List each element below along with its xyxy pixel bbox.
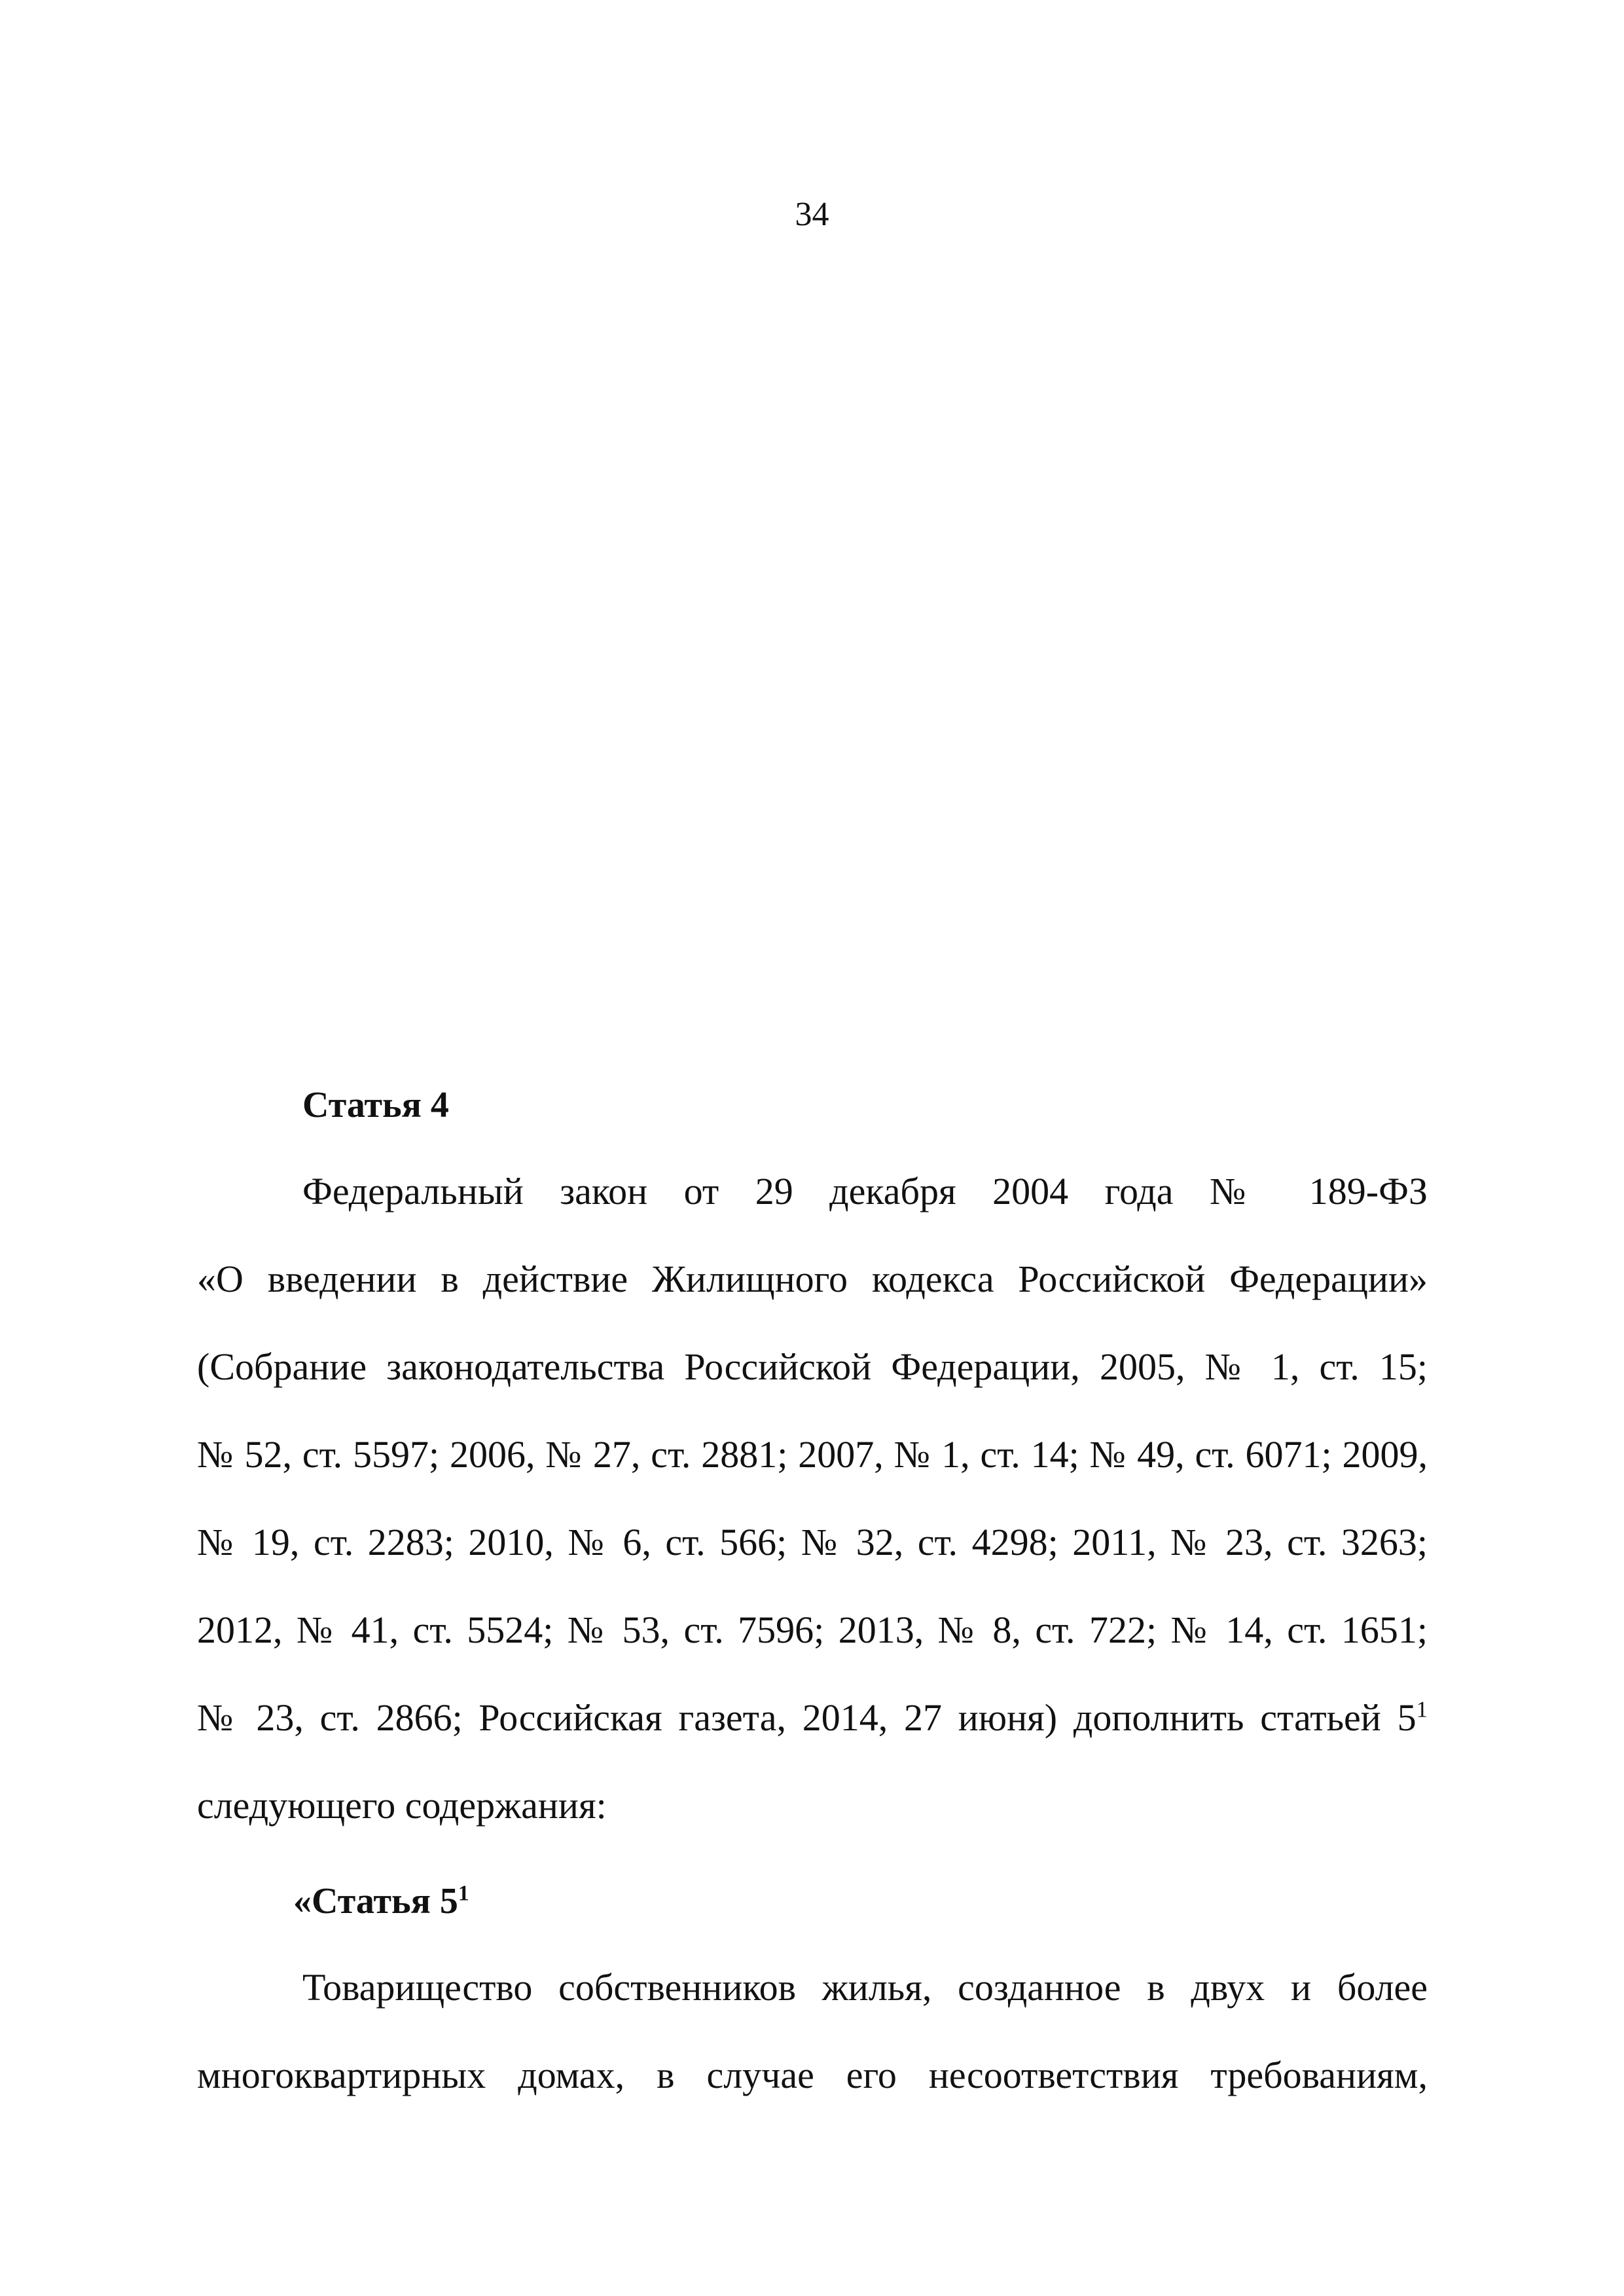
body-line: многоквартирных домах, в случае его несоответствия требованиям, — [197, 2054, 1428, 2096]
body-line: № 19, ст. 2283; 2010, № 6, ст. 566; № 32, ст. 4298; 2011, № 23, ст. 3263; — [197, 1521, 1428, 1563]
superscript: 1 — [1416, 1696, 1428, 1722]
article-5-1-heading — [293, 1875, 469, 1927]
body-line-with-superscript — [197, 1692, 1428, 1779]
body-line: Федеральный закон от 29 декабря 2004 года № 189-ФЗ — [302, 1170, 1428, 1212]
heading-superscript: 1 — [458, 1881, 469, 1906]
body-line: Товарищество собственников жилья, созданное в двух и более — [302, 1966, 1428, 2009]
article-4-heading: Статья 4 — [302, 1085, 449, 1125]
body-line-text: № 23, ст. 2866; Российская газета, 2014, 27 июня) дополнить статьей 5 — [197, 1696, 1416, 1739]
body-line: следующего содержания: — [197, 1784, 607, 1827]
body-line: «О введении в действие Жилищного кодекса Российской Федерации» — [197, 1258, 1428, 1300]
page-number: 34 — [795, 196, 829, 233]
body-line: (Собрание законодательства Российской Федерации, 2005, № 1, ст. 15; — [197, 1345, 1428, 1388]
body-line: № 52, ст. 5597; 2006, № 27, ст. 2881; 2007, № 1, ст. 14; № 49, ст. 6071; 2009, — [197, 1433, 1428, 1476]
body-line: 2012, № 41, ст. 5524; № 53, ст. 7596; 2013, № 8, ст. 722; № 14, ст. 1651; — [197, 1609, 1428, 1651]
heading-text: «Статья 5 — [293, 1881, 458, 1922]
